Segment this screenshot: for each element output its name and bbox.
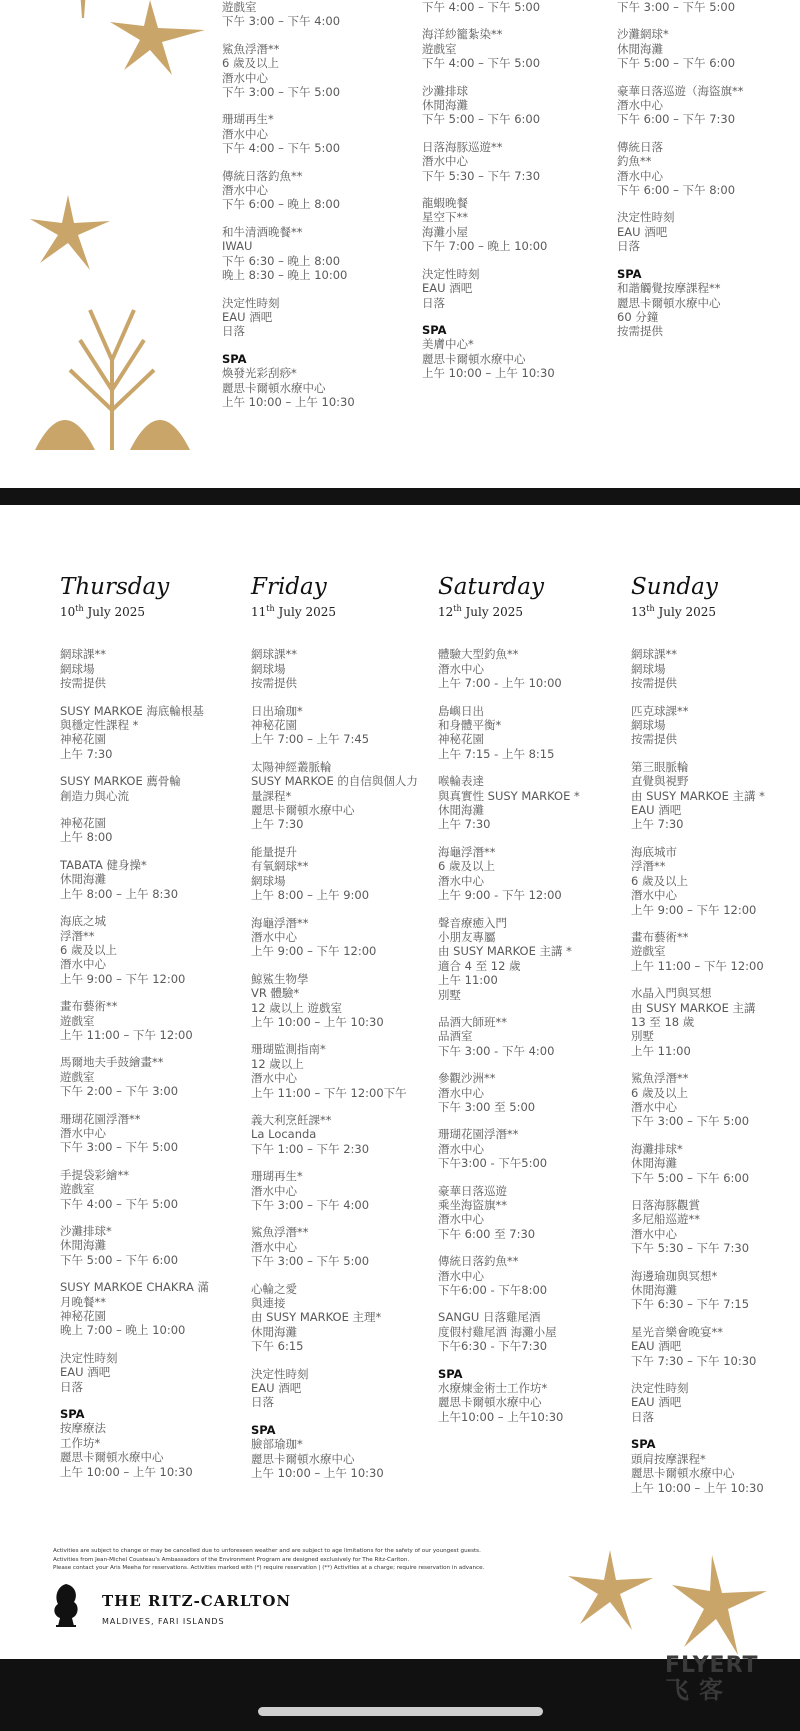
event-item: 龍蝦晚餐 星空下** 海灘小屋 下午 7:00 – 晚上 10:00 <box>422 196 548 254</box>
coral-icon <box>35 300 190 450</box>
watermark-latin: FLYERT <box>665 1653 759 1678</box>
starfish-icon <box>568 1550 653 1630</box>
home-indicator[interactable] <box>258 1707 543 1716</box>
event-item: 島嶼日出 和身體平衡* 神秘花園 上午 7:15 - 上午 8:15 <box>438 703 555 761</box>
day-column-friday <box>251 574 431 1494</box>
event-item: 決定性時刻 EAU 酒吧 日落 <box>617 210 675 254</box>
footnote-line: Activities are subject to change or may be cancelled due to unforeseen weather and are subject to age limitations for the safety of our youngest guests. <box>53 1548 481 1554</box>
day-column-saturday <box>438 574 618 1437</box>
spa-heading: SPA <box>617 266 642 281</box>
event-item: 海底城市 浮潛** 6 歲及以上 潛水中心 上午 9:00 – 下午 12:00 <box>631 844 757 917</box>
schedule-card-top <box>0 0 800 488</box>
event-item: 珊瑚監測指南* 12 歲以上 潛水中心 上午 11:00 – 下午 12:00下午 <box>251 1042 407 1100</box>
spa-section <box>60 1407 240 1479</box>
event-item: 日落海豚觀賞 多尼船巡遊** 潛水中心 下午 5:30 – 下午 7:30 <box>631 1198 750 1256</box>
day-title: Saturday <box>438 574 544 600</box>
event-item: 豪華日落巡遊 乘坐海盜旗** 潛水中心 下午 6:00 至 7:30 <box>438 1183 536 1241</box>
spa-heading: SPA <box>438 1366 463 1381</box>
event-item: 沙灘排球 休閒海灘 下午 5:00 – 下午 6:00 <box>422 83 541 127</box>
starfish-icon <box>30 195 110 270</box>
event-item: 傳統日落釣魚** 潛水中心 下午6:00 - 下午8:00 <box>438 1254 548 1298</box>
schedule-card-bottom <box>0 505 800 1659</box>
event-item: 傳統日落 釣魚** 潛水中心 下午 6:00 – 下午 8:00 <box>617 139 736 198</box>
footnote-line: Activities from Jean-Michel Cousteau's Ambassadors of the Environment Program are designed exclusively for The Ritz-Carlton. <box>53 1556 410 1563</box>
event-item: 決定性時刻 EAU 酒吧 日落 <box>222 295 280 339</box>
top-column-1 <box>222 0 397 422</box>
event-item: SUSY MARKOE CHAKRA 滿 月晚餐** 神秘花園 晚上 7:00 – 晚上 10:00 <box>60 1280 209 1338</box>
event-item: 馬爾地夫手鼓繪畫** 遊戲室 下午 2:00 – 下午 3:00 <box>60 1055 179 1099</box>
event-item: 匹克球課** 網球場 按需提供 <box>631 703 689 747</box>
event-item: 決定性時刻 EAU 酒吧 日落 <box>60 1350 118 1394</box>
event-item: 海龜浮潛** 潛水中心 上午 9:00 – 下午 12:00 <box>251 915 377 959</box>
starfish-icon <box>672 1555 767 1655</box>
spa-text: 美膚中心* 麗思卡爾頓水療中心 上午 10:00 – 上午 10:30 <box>422 337 555 381</box>
starfish-icon <box>110 0 205 75</box>
brand-location: MALDIVES, FARI ISLANDS <box>102 1617 225 1626</box>
event-item: 海龜浮潛** 6 歲及以上 潛水中心 上午 9:00 - 下午 12:00 <box>438 844 562 903</box>
event-item: 畫布藝術** 遊戲室 上午 11:00 – 下午 12:00 <box>631 929 764 973</box>
spa-text: 煥發光彩刮痧* 麗思卡爾頓水療中心 上午 10:00 – 上午 10:30 <box>222 366 355 409</box>
event-item: 海底之城 浮潛** 6 歲及以上 潛水中心 上午 9:00 – 下午 12:00 <box>60 914 186 986</box>
spa-heading: SPA <box>251 1422 276 1437</box>
top-column-3 <box>617 0 792 352</box>
spa-heading: SPA <box>222 351 247 366</box>
spa-section <box>422 323 597 381</box>
event-item: 海灘排球* 休閒海灘 下午 5:00 – 下午 6:00 <box>631 1141 750 1185</box>
spa-heading: SPA <box>60 1407 85 1422</box>
spa-section <box>631 1437 796 1495</box>
event-item: 鯊魚浮潛** 6 歲及以上 潛水中心 下午 3:00 – 下午 5:00 <box>222 41 341 100</box>
event-item: 日落海豚巡遊** 潛水中心 下午 5:30 – 下午 7:30 <box>422 139 541 183</box>
event-item: 太陽神經叢脈輪 SUSY MARKOE 的自信與個人力 量課程* 麗思卡爾頓水療中心 上午 7:30 <box>251 759 418 832</box>
event-item: 決定性時刻 EAU 酒吧 日落 <box>422 266 480 310</box>
event-item: 水晶入門與冥想 由 SUSY MARKOE 主講 13 至 18 歲 別墅 上午 11:00 <box>631 986 756 1058</box>
day-title: Thursday <box>60 574 170 600</box>
spa-text: 頭肩按摩課程* 麗思卡爾頓水療中心 上午 10:00 – 上午 10:30 <box>631 1451 764 1495</box>
event-item: 鯨鯊生物學 VR 體驗* 12 歲以上 遊戲室 上午 10:00 – 上午 10:30 <box>251 971 384 1029</box>
day-date: 13th July 2025 <box>631 604 716 619</box>
event-item: 星光音樂會晚宴** EAU 酒吧 下午 7:30 – 下午 10:30 <box>631 1324 757 1368</box>
event-item: 決定性時刻 EAU 酒吧 日落 <box>631 1381 689 1424</box>
event-item: 決定性時刻 EAU 酒吧 日落 <box>251 1366 309 1410</box>
event-item: 品酒大師班** 品酒室 下午 3:00 - 下午 4:00 <box>438 1014 555 1058</box>
event-item: 第三眼脈輪 直覺與視野 由 SUSY MARKOE 主講 * EAU 酒吧 上午 7:30 <box>631 759 765 832</box>
event-item: 珊瑚花園浮潛** 潛水中心 下午3:00 - 下午5:00 <box>438 1127 548 1171</box>
day-column-sunday <box>631 574 796 1508</box>
top-column-2 <box>422 0 597 394</box>
event-item: 畫布藝術** 遊戲室 上午 11:00 – 下午 12:00 <box>60 999 193 1042</box>
event-item: 手提袋彩繪** 遊戲室 下午 4:00 – 下午 5:00 <box>60 1167 179 1211</box>
spa-text: 和諧觸覺按摩課程** 麗思卡爾頓水療中心 60 分鐘 按需提供 <box>617 281 721 339</box>
spa-section <box>251 1423 431 1481</box>
starfish-icon <box>70 0 100 30</box>
event-item: 和牛清酒晚餐** IWAU 下午 6:30 – 晚上 8:00 晚上 8:30 – 晚上 10:00 <box>222 224 348 283</box>
footnote <box>53 1547 573 1573</box>
event-item: 遊戲室 下午 3:00 – 下午 4:00 <box>222 0 341 29</box>
spa-heading: SPA <box>422 322 447 337</box>
event-item: 義大利烹飪課** La Locanda 下午 1:00 – 下午 2:30 <box>251 1112 370 1156</box>
event-item: 日出瑜珈* 神秘花園 上午 7:00 – 上午 7:45 <box>251 703 370 747</box>
event-item: 網球課** 網球場 按需提供 <box>631 647 677 691</box>
event-item: SUSY MARKOE 海底輪根基 與穩定性課程 * 神秘花園 上午 7:30 <box>60 703 204 761</box>
event-item: 喉輪表達 與真實性 SUSY MARKOE * 休閒海灘 上午 7:30 <box>438 774 580 832</box>
spa-section <box>617 267 792 339</box>
event-item: 海洋紗籠紮染** 遊戲室 下午 4:00 – 下午 5:00 <box>422 27 541 71</box>
event-item: 網球課** 網球場 按需提供 <box>251 647 297 691</box>
spa-heading: SPA <box>631 1437 656 1452</box>
day-title: Friday <box>251 574 327 600</box>
watermark <box>665 1653 759 1704</box>
event-item: 能量提升 有氧網球** 網球場 上午 8:00 – 上午 9:00 <box>251 844 370 903</box>
page-separator <box>0 488 800 505</box>
day-date: 11th July 2025 <box>251 604 336 619</box>
day-date: 10th July 2025 <box>60 604 145 619</box>
event-item: 聲音療癒入門 小朋友專屬 由 SUSY MARKOE 主講 * 適合 4 至 12 歲 上午 11:00 別墅 <box>438 915 572 1002</box>
event-item: 鯊魚浮潛** 潛水中心 下午 3:00 – 下午 5:00 <box>251 1225 370 1269</box>
event-item: TABATA 健身操* 休閒海灘 上午 8:00 – 上午 8:30 <box>60 857 179 901</box>
brand-name: THE RITZ-CARLTON <box>102 1592 292 1610</box>
event-item: 海邊瑜珈與冥想* 休閒海灘 下午 6:30 – 下午 7:15 <box>631 1268 750 1312</box>
event-item: 鯊魚浮潛** 6 歲及以上 潛水中心 下午 3:00 – 下午 5:00 <box>631 1071 750 1129</box>
day-title: Sunday <box>631 574 718 600</box>
event-item: 下午 3:00 – 下午 5:00 <box>617 0 736 14</box>
event-item: 體驗大型釣魚** 潛水中心 上午 7:00 - 上午 10:00 <box>438 647 562 691</box>
spa-section <box>222 352 397 410</box>
spa-section <box>438 1367 618 1425</box>
spa-text: 臉部瑜珈* 麗思卡爾頓水療中心 上午 10:00 – 上午 10:30 <box>251 1437 384 1481</box>
event-item: 傳統日落釣魚** 潛水中心 下午 6:00 – 晚上 8:00 <box>222 168 341 212</box>
event-item: 心輪之愛 與連接 由 SUSY MARKOE 主理* 休閒海灘 下午 6:15 <box>251 1281 382 1354</box>
event-item: 豪華日落巡遊（海盜旗** 潛水中心 下午 6:00 – 下午 7:30 <box>617 83 744 127</box>
spa-text: 按摩療法 工作坊* 麗思卡爾頓水療中心 上午 10:00 – 上午 10:30 <box>60 1421 193 1479</box>
day-date: 12th July 2025 <box>438 604 523 619</box>
event-item: 參觀沙洲** 潛水中心 下午 3:00 至 5:00 <box>438 1071 536 1114</box>
event-item: 神秘花園 上午 8:00 <box>60 816 113 845</box>
lion-crest-icon <box>50 1582 82 1628</box>
event-item: SUSY MARKOE 薦骨輪 創造力與心流 <box>60 774 181 803</box>
footnote-line: Please contact your Aris Meeha for reservations. Activities marked with (*) require reservation | (**) Activities at a charge; require reservation in advance. <box>53 1565 485 1572</box>
event-item: 下午 4:00 – 下午 5:00 <box>422 0 541 14</box>
event-item: 沙灘網球* 休閒海灘 下午 5:00 – 下午 6:00 <box>617 27 736 71</box>
event-item: SANGU 日落雞尾酒 度假村雞尾酒 海灘小屋 下午6:30 - 下午7:30 <box>438 1310 557 1354</box>
event-item: 沙灘排球* 休閒海灘 下午 5:00 – 下午 6:00 <box>60 1224 179 1267</box>
event-item: 珊瑚再生* 潛水中心 下午 3:00 – 下午 4:00 <box>251 1169 370 1212</box>
event-item: 珊瑚再生* 潛水中心 下午 4:00 – 下午 5:00 <box>222 112 341 156</box>
spa-text: 水療煉金術士工作坊* 麗思卡爾頓水療中心 上午10:00 – 上午10:30 <box>438 1381 564 1424</box>
day-column-thursday <box>60 574 240 1492</box>
watermark-chinese: 飞客 <box>665 1676 733 1704</box>
event-item: 網球課** 網球場 按需提供 <box>60 647 106 691</box>
event-item: 珊瑚花園浮潛** 潛水中心 下午 3:00 – 下午 5:00 <box>60 1111 179 1155</box>
